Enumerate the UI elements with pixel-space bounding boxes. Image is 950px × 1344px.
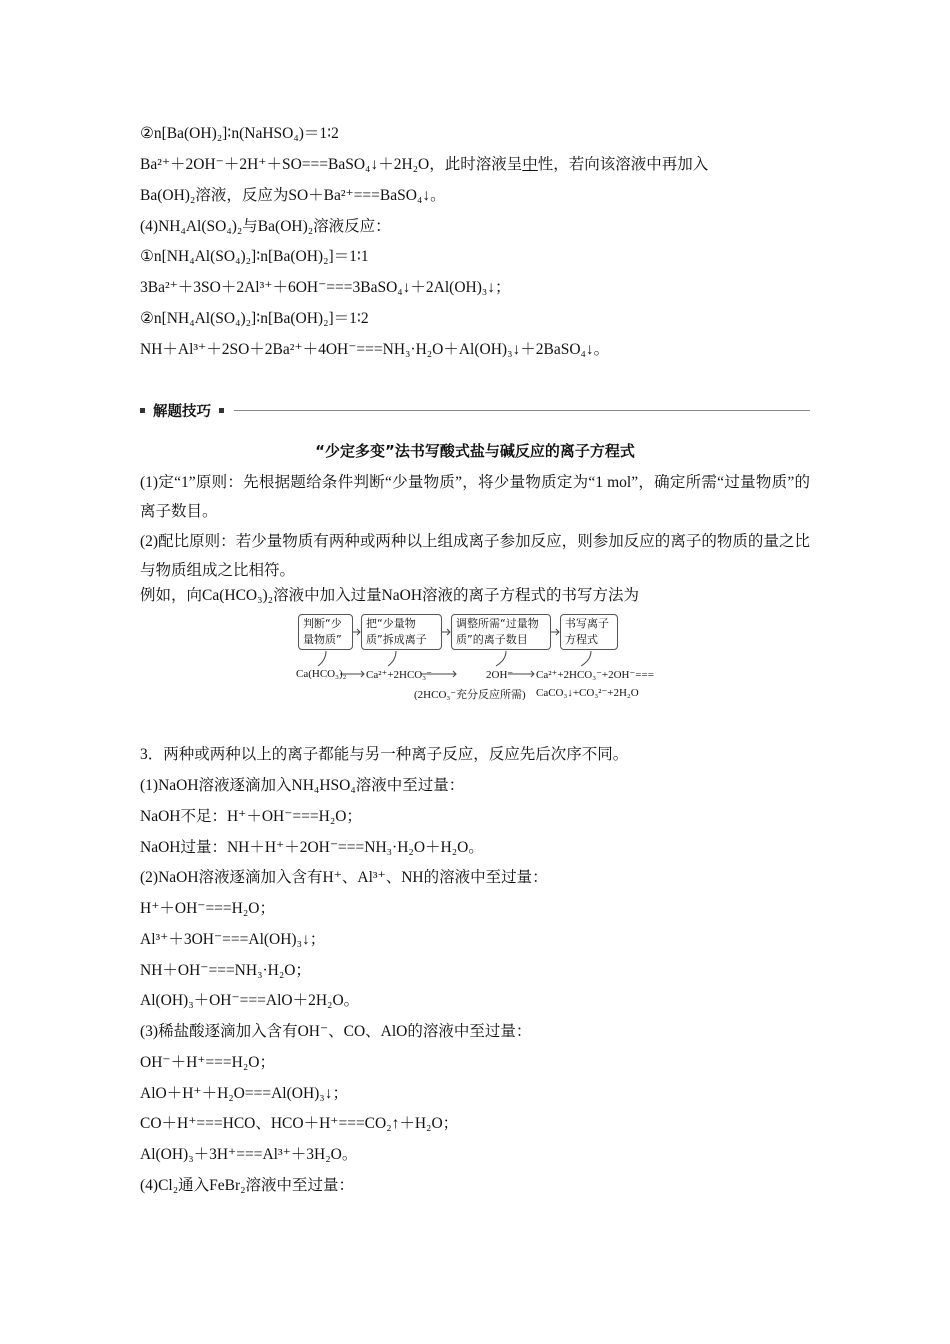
equation-line: CO＋H⁺===HCO、HCO＋H⁺===CO₂↑＋H₂O；: [140, 1115, 459, 1132]
flow-formula: Ca²⁺+2HCO₃⁻: [366, 669, 432, 681]
flow-formula: Ca²⁺+2HCO₃⁻+2OH⁻===: [536, 669, 654, 681]
paragraph: 例如，向Ca(HCO₃)₂溶液中加入过量NaOH溶液的离子方程式的书写方法为: [140, 587, 640, 604]
flow-formula: (2HCO₃⁻充分反应所需): [414, 689, 526, 701]
section-header: [140, 400, 810, 422]
text-line: 3．两种或两种以上的离子都能与另一种离子反应，反应先后次序不同。: [140, 746, 629, 763]
flow-step-box: 判断“少量物质”: [298, 614, 353, 650]
equation-line: Al³⁺＋3OH⁻===Al(OH)₃↓；: [140, 931, 326, 948]
flow-step-box: 调整所需“过量物质”的离子数目: [451, 614, 551, 650]
square-bullet-icon: [140, 408, 145, 413]
flow-formula: Ca(HCO₃)₂: [296, 668, 347, 680]
equation-line: ②n[Ba(OH)₂]∶n(NaHSO₄)＝1∶2: [140, 125, 339, 142]
square-bullet-icon: [219, 408, 224, 413]
paragraph: (1)定“1”原则：先根据题给条件判断“少量物质”，将少量物质定为“1 mol”，确定所需“过量物质”的离子数目。: [140, 474, 810, 520]
section-label: 解题技巧: [153, 404, 211, 420]
divider: [234, 410, 810, 411]
text-span: Ba²⁺＋2OH⁻＋2H⁺＋SO===BaSO₄↓＋2H₂O，此时溶液呈: [140, 156, 523, 173]
text-line: (4)NH₄Al(SO₄)₂与Ba(OH)₂溶液反应：: [140, 218, 391, 235]
equation-line: ②n[NH₄Al(SO₄)₂]∶n[Ba(OH)₂]＝1∶2: [140, 310, 369, 327]
equation-line: Ba(OH)₂溶液，反应为SO＋Ba²⁺===BaSO₄↓。: [140, 187, 446, 204]
equation-line: Al(OH)₃＋OH⁻===AlO＋2H₂O。: [140, 992, 360, 1009]
equation-line: ①n[NH₄Al(SO₄)₂]∶n[Ba(OH)₂]＝1∶1: [140, 248, 369, 265]
equation-line: 3Ba²⁺＋3SO＋2Al³⁺＋6OH⁻===3BaSO₄↓＋2Al(OH)₃↓；: [140, 279, 511, 296]
equation-line: Al(OH)₃＋3H⁺===Al³⁺＋3H₂O。: [140, 1146, 358, 1163]
text-line: (4)Cl₂通入FeBr₂溶液中至过量：: [140, 1177, 355, 1194]
equation-line: AlO＋H⁺＋H₂O===Al(OH)₃↓；: [140, 1085, 348, 1102]
flow-step-box: 书写离子方程式: [560, 614, 618, 650]
equation-line: NH＋OH⁻===NH₃·H₂O；: [140, 962, 311, 979]
text-line: (2)NaOH溶液逐滴加入含有H⁺、Al³⁺、NH的溶液中至过量：: [140, 869, 548, 886]
equation-line: OH⁻＋H⁺===H₂O；: [140, 1054, 275, 1071]
text-line: (3)稀盐酸逐滴加入含有OH⁻、CO、AlO的溶液中至过量：: [140, 1023, 532, 1040]
equation-line: NH＋Al³⁺＋2SO＋2Ba²⁺＋4OH⁻===NH₃·H₂O＋Al(OH)₃↓＋2BaSO₄↓。: [140, 341, 610, 358]
text-span: 性，若向该溶液中再加入: [537, 156, 709, 173]
flow-diagram: [296, 614, 656, 706]
text-line: (1)NaOH溶液逐滴加入NH₄HSO₄溶液中至过量：: [140, 777, 465, 794]
flow-formula: 2OH⁻: [486, 669, 514, 681]
flow-formula: CaCO₃↓+CO₃²⁻+2H₂O: [536, 687, 639, 699]
equation-line: [140, 155, 708, 175]
equation-line: NaOH不足：H⁺＋OH⁻===H₂O；: [140, 808, 362, 825]
equation-line: H⁺＋OH⁻===H₂O；: [140, 900, 275, 917]
flow-step-box: 把“少量物质”拆成离子: [361, 614, 442, 650]
paragraph: (2)配比原则：若少量物质有两种或两种以上组成离子参加反应，则参加反应的离子的物质的量之比与物质组成之比相符。: [140, 533, 810, 579]
underlined-answer: 中: [522, 156, 538, 173]
equation-line: NaOH过量：NH＋H⁺＋2OH⁻===NH₃·H₂O＋H₂O。: [140, 839, 484, 856]
tips-title: “少定多变”法书写酸式盐与碱反应的离子方程式: [315, 442, 635, 460]
